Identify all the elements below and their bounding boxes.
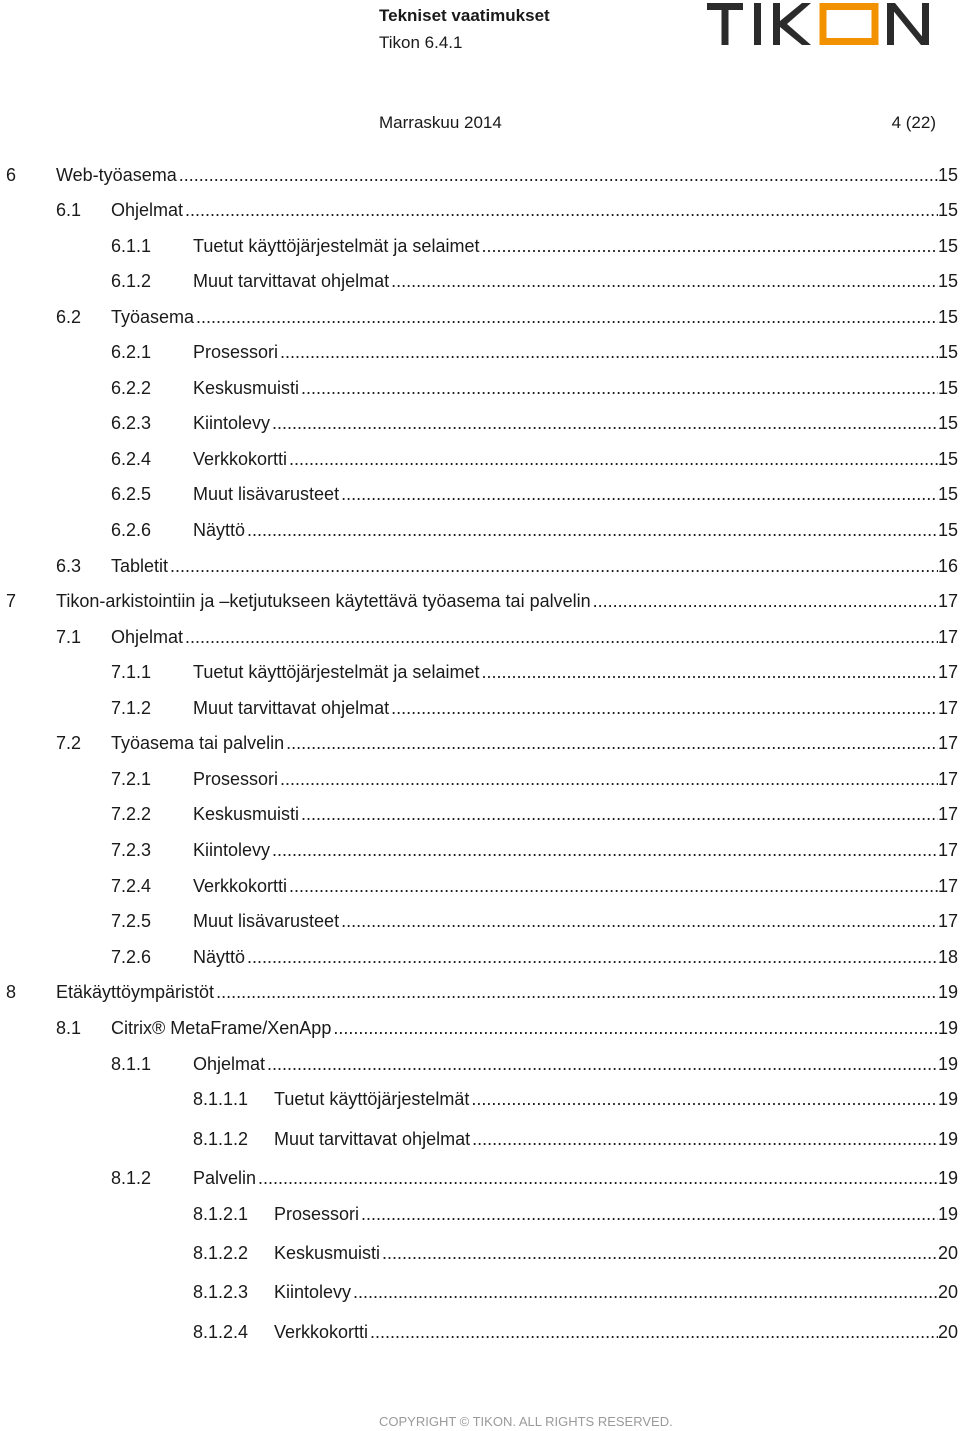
copyright-footer: COPYRIGHT © TIKON. ALL RIGHTS RESERVED.: [379, 1414, 673, 1429]
toc-entry-number: 7.2: [56, 733, 82, 753]
toc-entry-number: 8.1.1.2: [193, 1129, 249, 1149]
toc-entry-number: 6.2.2: [111, 378, 152, 398]
toc-dot-leader: [481, 660, 938, 684]
toc-entry-number: 6.2: [56, 307, 82, 327]
toc-entry-number: 7.2.4: [111, 876, 152, 896]
toc-entry-page: 15: [937, 449, 958, 469]
toc-entry-number: 6.2.3: [111, 413, 152, 433]
toc-entry[interactable]: [111, 802, 958, 826]
toc-entry-number: 7.1.1: [111, 662, 152, 682]
toc-entry-number: 7.1: [56, 627, 82, 647]
toc-dot-leader: [289, 874, 938, 898]
toc-dot-leader: [301, 802, 938, 826]
toc-entry-page: 18: [937, 947, 958, 967]
toc-entry-title: Muut lisävarusteet: [193, 484, 340, 504]
toc-entry-page: 17: [937, 769, 958, 789]
toc-entry[interactable]: [193, 1202, 958, 1226]
toc-entry-title: Keskusmuisti: [274, 1243, 381, 1263]
toc-entry-page: 15: [937, 413, 958, 433]
toc-entry[interactable]: [111, 945, 958, 969]
toc-dot-leader: [272, 838, 938, 862]
toc-dot-leader: [353, 1280, 938, 1304]
toc-entry-page: 15: [937, 165, 958, 185]
toc-entry-page: 20: [937, 1243, 958, 1263]
toc-entry-title: Tikon-arkistointiin ja –ketjutukseen käytettävä työasema tai palvelin: [56, 591, 591, 611]
toc-entry-title: Ohjelmat: [111, 200, 184, 220]
toc-entry-title: Tuetut käyttöjärjestelmät ja selaimet: [193, 662, 480, 682]
document-title: Tekniset vaatimukset: [379, 6, 550, 25]
toc-entry-title: Näyttö: [193, 520, 246, 540]
toc-entry-number: 8.1.2.4: [193, 1322, 249, 1342]
toc-entry[interactable]: [193, 1320, 958, 1344]
toc-dot-leader: [370, 1320, 938, 1344]
toc-entry-number: 8.1.1: [111, 1054, 152, 1074]
toc-entry-page: 17: [937, 627, 958, 647]
toc-dot-leader: [471, 1087, 938, 1111]
toc-entry-number: 7.2.2: [111, 804, 152, 824]
toc-dot-leader: [247, 518, 938, 542]
toc-dot-leader: [333, 1016, 938, 1040]
toc-entry-number: 8.1.1.1: [193, 1089, 249, 1109]
toc-entry-title: Tabletit: [111, 556, 169, 576]
toc-entry-title: Työasema: [111, 307, 195, 327]
toc-entry[interactable]: [56, 625, 958, 649]
toc-entry-title: Prosessori: [274, 1204, 360, 1224]
toc-entry-page: 19: [937, 982, 958, 1002]
toc-entry-number: 7.2.1: [111, 769, 152, 789]
toc-entry-page: 19: [937, 1089, 958, 1109]
toc-entry-number: 6.1.2: [111, 271, 152, 291]
toc-dot-leader: [185, 625, 938, 649]
toc-entry-title: Muut lisävarusteet: [193, 911, 340, 931]
toc-entry[interactable]: [111, 269, 958, 293]
toc-entry-page: 17: [937, 911, 958, 931]
toc-entry[interactable]: [111, 696, 958, 720]
toc-entry-page: 17: [937, 662, 958, 682]
toc-entry-title: Kiintolevy: [274, 1282, 352, 1302]
toc-entry-title: Työasema tai palvelin: [111, 733, 285, 753]
toc-entry[interactable]: [6, 163, 958, 187]
toc-entry-title: Kiintolevy: [193, 840, 271, 860]
toc-dot-leader: [216, 980, 938, 1004]
toc-entry-title: Prosessori: [193, 342, 279, 362]
toc-entry-page: 15: [937, 484, 958, 504]
toc-entry[interactable]: [111, 518, 958, 542]
toc-entry[interactable]: [111, 482, 958, 506]
toc-entry-number: 6.2.1: [111, 342, 152, 362]
toc-dot-leader: [170, 554, 938, 578]
toc-entry[interactable]: [111, 767, 958, 791]
toc-dot-leader: [301, 376, 938, 400]
toc-dot-leader: [391, 696, 938, 720]
toc-entry-title: Verkkokortti: [193, 876, 288, 896]
toc-entry-page: 15: [937, 271, 958, 291]
toc-entry-title: Citrix® MetaFrame/XenApp: [111, 1018, 332, 1038]
toc-dot-leader: [341, 482, 938, 506]
toc-entry-page: 15: [937, 520, 958, 540]
toc-entry[interactable]: [193, 1127, 958, 1151]
toc-entry-number: 6.1: [56, 200, 82, 220]
toc-entry-page: 19: [937, 1054, 958, 1074]
toc-entry-number: 8: [6, 982, 17, 1002]
toc-entry-page: 17: [937, 804, 958, 824]
toc-entry[interactable]: [193, 1241, 958, 1265]
toc-dot-leader: [247, 945, 938, 969]
toc-entry-number: 7.2.6: [111, 947, 152, 967]
toc-entry-number: 6: [6, 165, 17, 185]
toc-entry[interactable]: [111, 838, 958, 862]
toc-dot-leader: [382, 1241, 938, 1265]
toc-entry[interactable]: [111, 234, 958, 258]
toc-dot-leader: [472, 1127, 938, 1151]
toc-entry[interactable]: [111, 411, 958, 435]
toc-entry-title: Verkkokortti: [274, 1322, 369, 1342]
toc-entry[interactable]: [56, 305, 958, 329]
toc-dot-leader: [267, 1052, 938, 1076]
toc-entry-title: Muut tarvittavat ohjelmat: [193, 698, 390, 718]
toc-dot-leader: [361, 1202, 938, 1226]
toc-entry-page: 16: [937, 556, 958, 576]
toc-dot-leader: [286, 731, 938, 755]
toc-entry-number: 8.1.2.1: [193, 1204, 249, 1224]
toc-entry-title: Muut tarvittavat ohjelmat: [193, 271, 390, 291]
toc-entry-page: 19: [937, 1018, 958, 1038]
toc-entry-page: 17: [937, 591, 958, 611]
toc-dot-leader: [196, 305, 938, 329]
toc-entry[interactable]: [111, 447, 958, 471]
page-number: 4 (22): [891, 113, 936, 132]
toc-entry-title: Verkkokortti: [193, 449, 288, 469]
toc-entry-number: 8.1.2.3: [193, 1282, 249, 1302]
toc-entry[interactable]: [56, 554, 958, 578]
toc-entry[interactable]: [193, 1280, 958, 1304]
toc-entry-title: Ohjelmat: [111, 627, 184, 647]
toc-entry-title: Prosessori: [193, 769, 279, 789]
toc-dot-leader: [593, 589, 938, 613]
toc-entry-title: Tuetut käyttöjärjestelmät ja selaimet: [193, 236, 480, 256]
toc-entry-page: 15: [937, 236, 958, 256]
toc-entry-page: 17: [937, 733, 958, 753]
toc-entry-title: Tuetut käyttöjärjestelmät: [274, 1089, 470, 1109]
toc-entry-title: Kiintolevy: [193, 413, 271, 433]
toc-entry-title: Etäkäyttöympäristöt: [56, 982, 215, 1002]
toc-entry[interactable]: [56, 1016, 958, 1040]
toc-entry[interactable]: [111, 874, 958, 898]
toc-dot-leader: [481, 234, 938, 258]
toc-entry-page: 19: [937, 1204, 958, 1224]
toc-entry-title: Keskusmuisti: [193, 804, 300, 824]
toc-entry-number: 8.1.2: [111, 1168, 152, 1188]
toc-entry[interactable]: [111, 660, 958, 684]
toc-entry[interactable]: [56, 731, 958, 755]
toc-entry-number: 7.1.2: [111, 698, 152, 718]
toc-entry-title: Palvelin: [193, 1168, 257, 1188]
toc-entry-page: 20: [937, 1322, 958, 1342]
toc-entry-number: 6.1.1: [111, 236, 152, 256]
toc-entry[interactable]: [111, 376, 958, 400]
toc-entry-page: 19: [937, 1168, 958, 1188]
toc-entry-page: 15: [937, 307, 958, 327]
toc-entry-number: 6.3: [56, 556, 82, 576]
toc-entry[interactable]: [193, 1087, 958, 1111]
toc-dot-leader: [258, 1166, 938, 1190]
toc-entry[interactable]: [111, 1052, 958, 1076]
toc-entry-number: 6.2.4: [111, 449, 152, 469]
toc-dot-leader: [185, 198, 938, 222]
toc-entry[interactable]: [111, 340, 958, 364]
document-version: Tikon 6.4.1: [379, 33, 463, 52]
toc-entry-number: 6.2.5: [111, 484, 152, 504]
toc-entry-page: 19: [937, 1129, 958, 1149]
toc-entry-number: 7.2.5: [111, 911, 152, 931]
toc-entry-number: 8.1.2.2: [193, 1243, 249, 1263]
toc-dot-leader: [391, 269, 938, 293]
toc-entry-page: 15: [937, 378, 958, 398]
toc-entry-page: 15: [937, 200, 958, 220]
toc-entry-title: Ohjelmat: [193, 1054, 266, 1074]
toc-entry-number: 6.2.6: [111, 520, 152, 540]
toc-entry[interactable]: [111, 909, 958, 933]
toc-entry-title: Keskusmuisti: [193, 378, 300, 398]
toc-entry-number: 7: [6, 591, 17, 611]
toc-entry[interactable]: [111, 1166, 958, 1190]
toc-entry-page: 17: [937, 840, 958, 860]
toc-entry-title: Web-työasema: [56, 165, 177, 185]
toc-dot-leader: [280, 767, 938, 791]
toc-dot-leader: [272, 411, 938, 435]
toc-dot-leader: [289, 447, 938, 471]
toc-entry-title: Muut tarvittavat ohjelmat: [274, 1129, 471, 1149]
toc-entry[interactable]: [6, 589, 958, 613]
toc-dot-leader: [341, 909, 938, 933]
toc-entry-page: 17: [937, 698, 958, 718]
toc-dot-leader: [280, 340, 938, 364]
toc-entry-title: Näyttö: [193, 947, 246, 967]
toc-entry-page: 20: [937, 1282, 958, 1302]
document-date: Marraskuu 2014: [379, 113, 502, 132]
toc-dot-leader: [179, 163, 938, 187]
toc-entry[interactable]: [56, 198, 958, 222]
toc-entry-number: 8.1: [56, 1018, 82, 1038]
toc-entry[interactable]: [6, 980, 958, 1004]
toc-entry-page: 17: [937, 876, 958, 896]
toc-entry-page: 15: [937, 342, 958, 362]
toc-entry-number: 7.2.3: [111, 840, 152, 860]
